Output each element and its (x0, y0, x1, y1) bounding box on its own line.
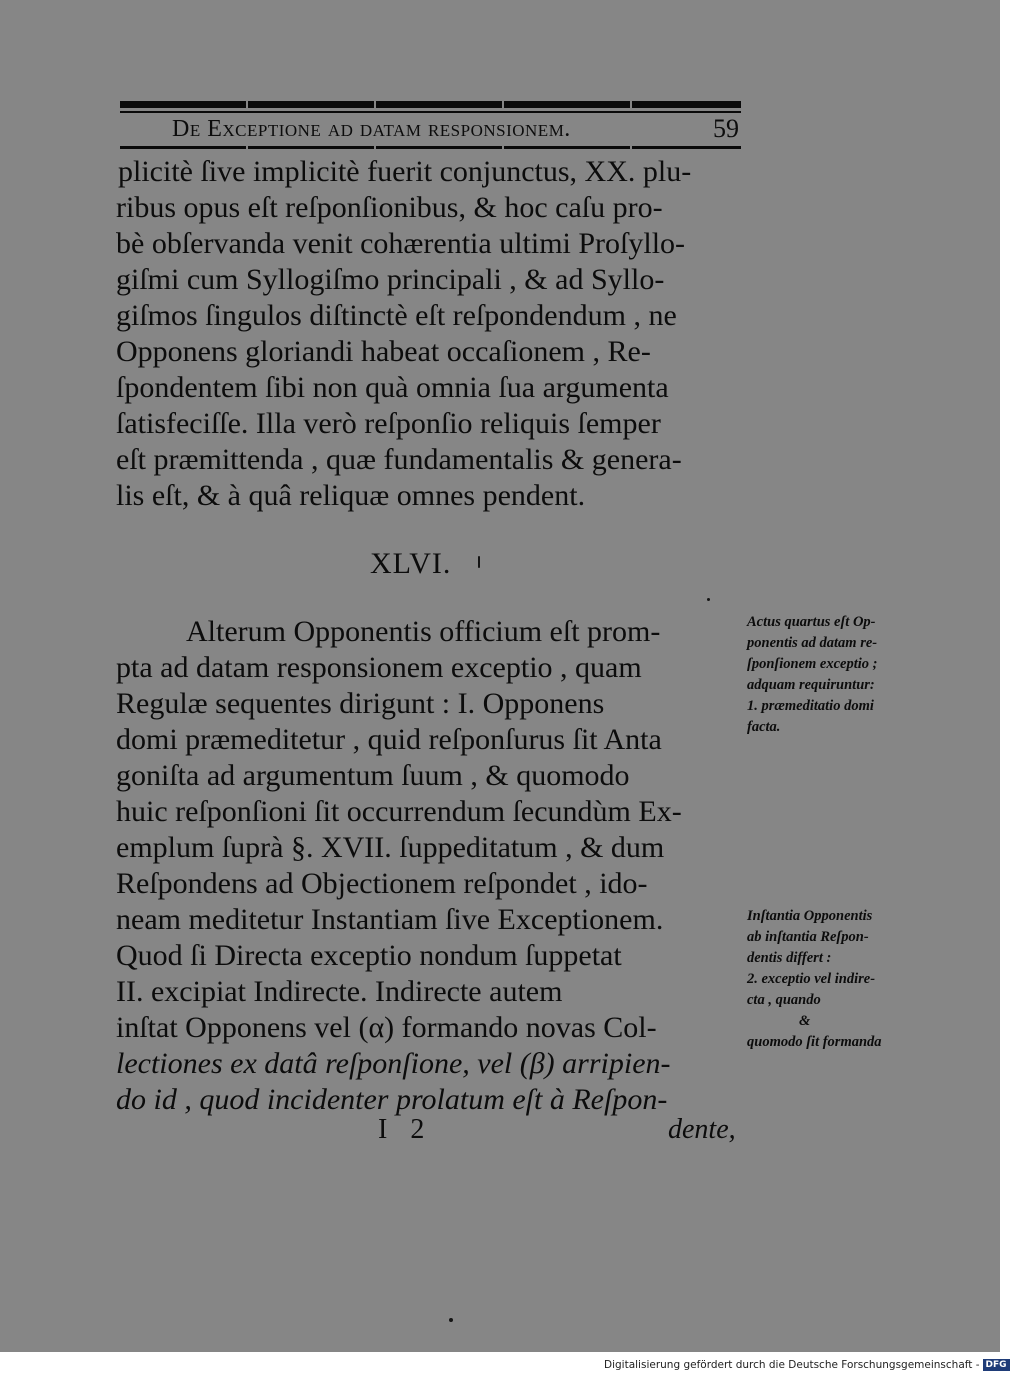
margin-note-line: cta , quando (747, 992, 821, 1008)
margin-note-line: 1. præmeditatio domi (747, 698, 874, 714)
body-line: ſatisfeciſſe. Illa verò reſponſio reliquis ſemper (116, 407, 661, 440)
section-line: Reſpondens ad Objectionem reſpondet , ido- (116, 867, 648, 900)
margin-note-act-four (747, 612, 947, 738)
section-line: II. excipiat Indirecte. Indirecte autem (116, 975, 563, 1008)
margin-note-line: & (799, 1013, 811, 1029)
margin-note-line: adquam requiruntur: (747, 677, 875, 693)
signature-mark: I 2 (378, 1114, 433, 1145)
section-heading: XLVI. (370, 547, 452, 580)
margin-note-line: ſponſionem exceptio ; (747, 656, 878, 672)
body-line: lis eſt, & à quâ reliquæ omnes pendent. (116, 479, 586, 512)
ink-mark (478, 556, 480, 568)
section-line: Regulæ sequentes dirigunt : I. Opponens (116, 687, 605, 720)
section-line: domi præmeditetur , quid reſponſurus ſit Anta (116, 723, 662, 756)
margin-note-line: ab inſtantia Reſpon- (747, 929, 869, 945)
body-line: ſpondentem ſibi non quà omnia ſua argumenta (116, 371, 669, 404)
margin-note-line: ponentis ad datam re- (747, 635, 878, 651)
margin-note-line: dentis differt : (747, 950, 832, 966)
header-rule-bottom (120, 146, 741, 149)
margin-note-line: facta. (747, 719, 781, 735)
section-line: goniſta ad argumentum ſuum , & quomodo (116, 759, 630, 792)
body-line: Opponens gloriandi habeat occaſionem , Re- (116, 335, 651, 368)
credit-text: Digitalisierung gefördert durch die Deutsche Forschungsgemeinschaft - (604, 1359, 980, 1371)
margin-note-instance (747, 906, 947, 1053)
header-rule-top (120, 101, 741, 108)
section-line: huic reſponſioni ſit occurrendum ſecundùm Ex- (116, 795, 682, 828)
page-number: 59 (713, 114, 739, 143)
section-line: lectiones ex datâ reſponſione, vel (β) arripien- (116, 1047, 671, 1080)
section-line: inſtat Opponens vel (α) formando novas Col- (116, 1011, 657, 1044)
margin-note-line: Inſtantia Opponentis (747, 908, 873, 924)
body-line: plicitè ſive implicitè fuerit conjunctus, XX. plu- (118, 155, 692, 188)
margin-note-line: Actus quartus eſt Op- (747, 614, 876, 630)
section-line: pta ad datam responsionem exceptio , quam (116, 651, 642, 684)
section-line: do id , quod incidenter prolatum eſt à Reſpon- (116, 1083, 668, 1116)
dfg-logo-icon: DFG (983, 1359, 1010, 1371)
section-line: Quod ſi Directa exceptio nondum ſuppetat (116, 939, 622, 972)
body-line: giſmi cum Syllogiſmo principali , & ad Syllo- (116, 263, 665, 296)
body-line: giſmos ſingulos diſtinctè eſt reſpondendum , ne (116, 299, 677, 332)
ink-mark (449, 1318, 453, 1322)
section-line: neam meditetur Instantiam ſive Exceptionem. (116, 903, 664, 936)
body-line: bè obſervanda venit cohærentia ultimi Proſyllo- (116, 227, 686, 260)
section-line: Alterum Opponentis officium eſt prom- (186, 615, 661, 648)
digitization-credit (604, 1356, 1007, 1374)
section-line: emplum ſuprà §. XVII. ſuppeditatum , & dum (116, 831, 665, 864)
ink-mark (707, 598, 710, 601)
body-line: ribus opus eſt reſponſionibus, & hoc caſu pro- (116, 191, 663, 224)
margin-note-line: 2. exceptio vel indire- (747, 971, 876, 987)
body-line: eſt præmittenda , quæ fundamentalis & genera- (116, 443, 682, 476)
margin-note-line: quomodo ſit formanda (747, 1034, 882, 1050)
running-head: De Exceptione ad datam responsionem. (172, 116, 571, 142)
catchword: dente, (668, 1114, 736, 1145)
